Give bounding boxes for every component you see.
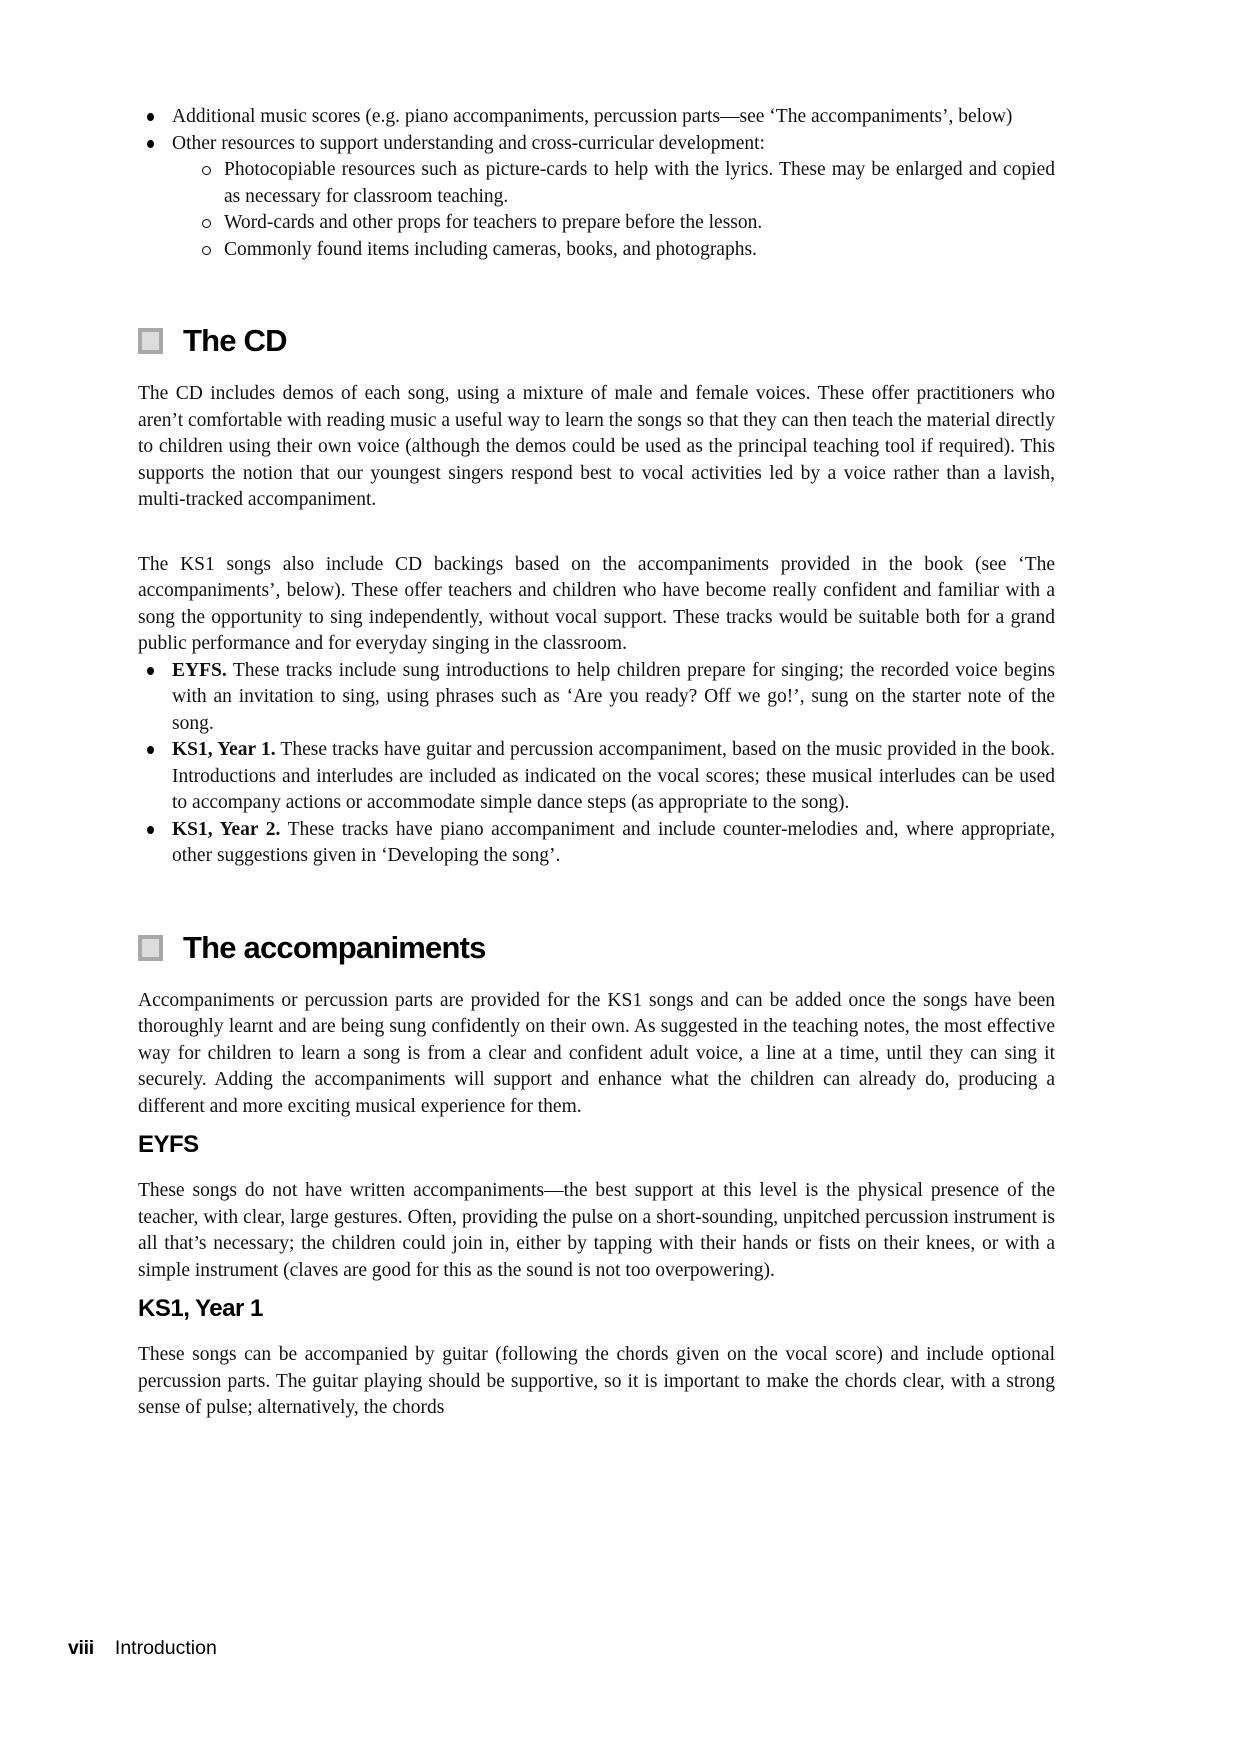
list-item-text: These tracks include sung introductions to help children prepare for singing; the recorded voice begins with an invitation to sing, using phrases such as ‘Are you ready? Off we go!’, sung on the starter note of the song. <box>172 659 1055 734</box>
list-item <box>138 210 1055 237</box>
paragraph: These songs do not have written accompaniments—the best support at this level is the physical presence of the teacher, with clear, large gestures. Often, providing the pulse on a short-sounding, unpitched percussion instrument is all that’s necessary; the children could join in, either by tapping with their hands or fists on their knees, or with a simple instrument (claves are good for this as the sound is not too overpowering). <box>138 1180 1055 1281</box>
page-footer <box>68 1637 217 1660</box>
filled-bullet-icon <box>147 667 154 675</box>
section-heading-the-accompaniments <box>138 928 1055 968</box>
paragraph: The KS1 songs also include CD backings based on the accompaniments provided in the book (see ‘The accompaniments’, below). These offer teachers and children who have become really confident and familiar with a song the opportunity to sing independently, without vocal support. These tracks would be suitable both for a grand public performance and for everyday singing in the classroom. <box>138 553 1055 654</box>
sub-heading-ks1-year-1: KS1, Year 1 <box>138 1295 263 1322</box>
filled-bullet-icon <box>147 113 154 121</box>
resources-list <box>138 104 1055 263</box>
page-content <box>138 104 1055 1422</box>
filled-bullet-icon <box>147 140 154 148</box>
paragraph: The CD includes demos of each song, using a mixture of male and female voices. These offer practitioners who aren’t comfortable with reading music a useful way to learn the songs so that they can then teach the material directly to children using their own voice (although the demos could be used as the principal teaching tool if required). This supports the notion that our youngest singers respond best to vocal activities led by a voice rather than a lavish, multi-tracked accompaniment. <box>138 383 1055 510</box>
list-item-text: These tracks have piano accompaniment and include counter-melodies and, where appropriate, other suggestions given in ‘Developing the song’. <box>172 818 1055 866</box>
list-item <box>138 658 1055 738</box>
list-item <box>138 817 1055 870</box>
section-marker-icon <box>138 328 163 354</box>
list-item <box>138 737 1055 817</box>
list-item-text: Commonly found items including cameras, books, and photographs. <box>224 238 757 260</box>
page-number: viii <box>68 1637 94 1659</box>
section-heading-the-cd <box>138 321 1055 361</box>
open-circle-bullet-icon <box>202 246 211 255</box>
list-item-lead: KS1, Year 1. <box>172 739 276 760</box>
list-item-text: Photocopiable resources such as picture-cards to help with the lyrics. These may be enlarged and copied as necessary for classroom teaching. <box>224 159 1055 207</box>
list-item-lead: EYFS. <box>172 659 227 681</box>
list-item-lead: KS1, Year 2. <box>172 818 281 840</box>
open-circle-bullet-icon <box>202 166 211 175</box>
open-circle-bullet-icon <box>202 219 211 228</box>
section-title: The CD <box>183 323 287 358</box>
list-item-text: Word-cards and other props for teachers to prepare before the lesson. <box>224 212 763 233</box>
list-item <box>138 157 1055 210</box>
section-marker-icon <box>138 935 163 961</box>
list-item <box>138 131 1055 158</box>
filled-bullet-icon <box>147 826 154 834</box>
list-item-text: Additional music scores (e.g. piano accompaniments, percussion parts—see ‘The accompaniments’, below) <box>172 106 1013 127</box>
paragraph: Accompaniments or percussion parts are provided for the KS1 songs and can be added once the songs have been thoroughly learnt and are being sung confidently on their own. As suggested in the teaching notes, the most effective way for children to learn a song is from a clear and confident adult voice, a line at a time, until they can sing it securely. Adding the accompaniments will support and enhance what the children can already do, producing a different and more exciting musical experience for them. <box>138 989 1055 1117</box>
list-item <box>138 237 1055 264</box>
list-item-text: Other resources to support understanding and cross-curricular development: <box>172 132 765 154</box>
list-item <box>138 104 1055 131</box>
sub-heading-eyfs: EYFS <box>138 1131 199 1158</box>
list-item-text: These tracks have guitar and percussion accompaniment, based on the music provided in the book. Introductions and interludes are included as indicated on the vocal scores; these musical interludes can be used to accompany actions or accommodate simple dance steps (as appropriate to the song). <box>172 739 1056 813</box>
filled-bullet-icon <box>147 746 154 754</box>
cd-tracks-list <box>138 658 1055 870</box>
paragraph: These songs can be accompanied by guitar (following the chords given on the vocal score) and include optional percussion parts. The guitar playing should be supportive, so it is important to make the chords clear, with a strong sense of pulse; alternatively, the chords <box>138 1344 1055 1418</box>
section-title: The accompaniments <box>183 929 486 965</box>
footer-section-label: Introduction <box>114 1637 217 1659</box>
